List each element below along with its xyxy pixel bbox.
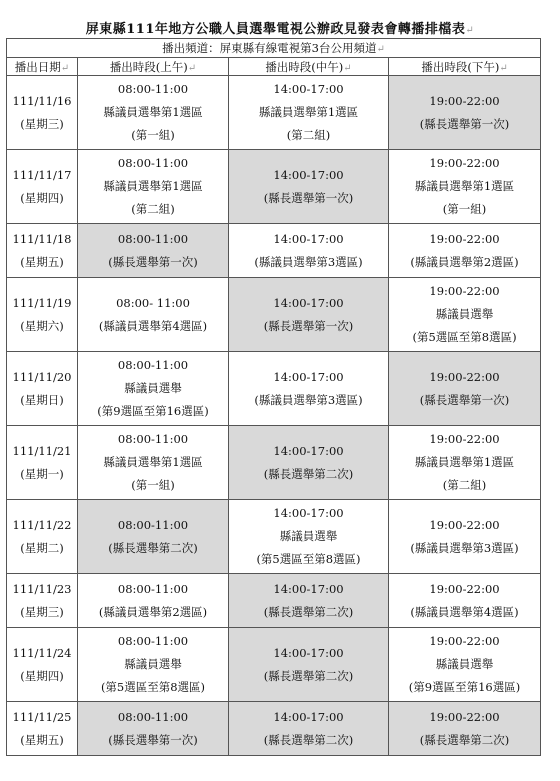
morning-slot-line: 08:00-11:00	[117, 634, 189, 648]
evening-slot-line: (第一組)	[442, 202, 487, 216]
weekday-text: (星期五)	[20, 254, 64, 269]
noon-slot-line: (縣長選舉第二次)	[263, 732, 354, 747]
weekday-text: (星期六)	[20, 318, 64, 333]
noon-slot-line: 縣議員選舉	[279, 529, 338, 543]
morning-slot-line: (縣長選舉第二次)	[108, 540, 198, 555]
morning-slot-line: (第一組)	[131, 128, 175, 142]
date-cell	[7, 500, 78, 574]
morning-slot-cell	[78, 574, 229, 628]
evening-slot-line: 19:00-22:00	[429, 517, 500, 532]
morning-slot-line: 08:00-11:00	[117, 231, 189, 246]
evening-slot-cell	[389, 224, 541, 278]
header-morning-label: 播出時段(上午)	[109, 59, 188, 74]
morning-slot-cell	[78, 628, 229, 702]
noon-slot-cell	[229, 574, 389, 628]
evening-slot-line: (縣議員選舉第4選區)	[410, 604, 519, 619]
evening-slot-cell	[389, 76, 541, 150]
noon-slot-cell	[229, 76, 389, 150]
page-title	[0, 18, 560, 37]
date-text: 111/11/16	[12, 93, 72, 108]
evening-slot-line: 19:00-22:00	[429, 432, 500, 446]
date-text: 111/11/23	[12, 581, 72, 596]
weekday-text: (星期四)	[20, 190, 64, 205]
noon-slot-line: (縣議員選舉第3選區)	[254, 254, 363, 269]
noon-slot-cell	[229, 426, 389, 500]
morning-slot-line: 08:00-11:00	[117, 517, 189, 532]
noon-slot-line: 14:00-17:00	[273, 295, 344, 310]
noon-slot-line: (縣長選舉第一次)	[263, 190, 354, 205]
paragraph-mark-icon: ↵	[343, 62, 352, 74]
morning-slot-cell	[78, 224, 229, 278]
noon-slot-line: 14:00-17:00	[273, 369, 344, 384]
noon-slot-cell	[229, 352, 389, 426]
evening-slot-line: (縣長選舉第一次)	[419, 116, 510, 131]
date-text: 111/11/22	[12, 517, 72, 532]
evening-slot-line: (縣議員選舉第2選區)	[410, 254, 519, 269]
morning-slot-cell	[78, 426, 229, 500]
evening-slot-cell	[389, 426, 541, 500]
evening-slot-line: 縣議員選舉	[435, 657, 494, 671]
morning-slot-line: 縣議員選舉第1選區	[103, 105, 203, 119]
noon-slot-cell	[229, 500, 389, 574]
evening-slot-line: 19:00-22:00	[429, 634, 500, 648]
header-date-label: 播出日期	[14, 59, 61, 74]
table-row	[7, 224, 541, 278]
evening-slot-line: (縣議員選舉第3選區)	[410, 540, 519, 555]
weekday-text: (星期日)	[20, 392, 64, 407]
noon-slot-line: 14:00-17:00	[273, 443, 344, 458]
table-row	[7, 500, 541, 574]
morning-slot-cell	[78, 278, 229, 352]
paragraph-mark-icon: ↵	[60, 62, 70, 74]
date-text: 111/11/20	[12, 369, 72, 384]
evening-slot-cell	[389, 702, 541, 756]
paragraph-mark-icon: ↵	[376, 44, 385, 55]
date-text: 111/11/17	[12, 167, 72, 182]
morning-slot-line: 08:00-11:00	[117, 358, 189, 372]
paragraph-mark-icon: ↵	[499, 62, 508, 74]
table-row	[7, 150, 541, 224]
morning-slot-line: (縣議員選舉第4選區)	[98, 318, 208, 333]
noon-slot-line: (第二組)	[286, 128, 331, 142]
weekday-text: (星期二)	[20, 540, 64, 555]
evening-slot-line: 19:00-22:00	[429, 284, 500, 298]
channel-cell	[7, 39, 541, 58]
evening-slot-line: (縣長選舉第二次)	[419, 732, 510, 747]
date-cell	[7, 150, 78, 224]
evening-slot-line: 19:00-22:00	[429, 581, 500, 596]
evening-slot-line: (第二組)	[442, 478, 487, 492]
noon-slot-line: 縣議員選舉第1選區	[258, 105, 359, 119]
noon-slot-line: 14:00-17:00	[273, 645, 344, 660]
evening-slot-cell	[389, 278, 541, 352]
table-row	[7, 352, 541, 426]
date-text: 111/11/19	[12, 295, 72, 310]
noon-slot-line: (縣長選舉第二次)	[263, 604, 354, 619]
evening-slot-cell	[389, 574, 541, 628]
evening-slot-line: 19:00-22:00	[429, 369, 500, 384]
evening-slot-line: 縣議員選舉第1選區	[414, 179, 515, 193]
noon-slot-line: 14:00-17:00	[273, 506, 344, 520]
morning-slot-cell	[78, 702, 229, 756]
evening-slot-line: (縣長選舉第一次)	[419, 392, 510, 407]
evening-slot-cell	[389, 150, 541, 224]
morning-slot-line: (縣長選舉第一次)	[108, 732, 198, 747]
weekday-text: (星期三)	[20, 116, 64, 131]
evening-slot-cell	[389, 500, 541, 574]
header-noon	[229, 58, 389, 76]
morning-slot-line: 縣議員選舉	[124, 657, 182, 671]
evening-slot-line: 19:00-22:00	[429, 93, 500, 108]
morning-slot-line: 08:00-11:00	[117, 581, 189, 596]
noon-slot-line: 14:00-17:00	[273, 231, 344, 246]
table-row	[7, 628, 541, 702]
morning-slot-line: (第二組)	[131, 202, 175, 216]
table-row	[7, 76, 541, 150]
date-cell	[7, 76, 78, 150]
evening-slot-line: 縣議員選舉第1選區	[414, 455, 515, 469]
morning-slot-line: 08:00-11:00	[117, 82, 189, 96]
weekday-text: (星期五)	[20, 732, 64, 747]
noon-slot-line: 14:00-17:00	[273, 581, 344, 596]
morning-slot-line: (縣議員選舉第2選區)	[98, 604, 208, 619]
morning-slot-cell	[78, 150, 229, 224]
date-cell	[7, 278, 78, 352]
morning-slot-cell	[78, 500, 229, 574]
table-row	[7, 574, 541, 628]
date-text: 111/11/24	[12, 645, 72, 660]
date-cell	[7, 224, 78, 278]
evening-slot-line: 縣議員選舉	[435, 307, 494, 321]
table-row	[7, 426, 541, 500]
date-cell	[7, 628, 78, 702]
morning-slot-line: 08:00- 11:00	[116, 295, 190, 310]
morning-slot-line: (第9選區至第16選區)	[97, 404, 209, 418]
noon-slot-cell	[229, 224, 389, 278]
evening-slot-line: 19:00-22:00	[429, 231, 500, 246]
noon-slot-cell	[229, 702, 389, 756]
header-row	[7, 58, 541, 76]
date-text: 111/11/25	[12, 709, 72, 724]
morning-slot-line: (縣長選舉第一次)	[108, 254, 198, 269]
weekday-text: (星期一)	[20, 466, 64, 481]
morning-slot-line: (第5選區至第8選區)	[100, 680, 206, 694]
noon-slot-line: 14:00-17:00	[273, 167, 344, 182]
noon-slot-line: (縣長選舉第二次)	[263, 668, 354, 683]
header-date	[7, 58, 78, 76]
evening-slot-line: (第9選區至第16選區)	[408, 680, 521, 694]
morning-slot-line: 縣議員選舉第1選區	[103, 455, 203, 469]
morning-slot-line: 縣議員選舉第1選區	[103, 179, 203, 193]
evening-slot-cell	[389, 352, 541, 426]
morning-slot-cell	[78, 352, 229, 426]
evening-slot-line: 19:00-22:00	[429, 156, 500, 170]
noon-slot-cell	[229, 278, 389, 352]
date-cell	[7, 702, 78, 756]
date-cell	[7, 426, 78, 500]
weekday-text: (星期四)	[20, 668, 64, 683]
noon-slot-line: 14:00-17:00	[273, 82, 344, 96]
paragraph-mark-icon: ↵	[465, 25, 475, 36]
evening-slot-cell	[389, 628, 541, 702]
noon-slot-line: 14:00-17:00	[273, 709, 344, 724]
table-row	[7, 702, 541, 756]
morning-slot-line: 08:00-11:00	[117, 156, 189, 170]
page-title-text: 屏東縣111年地方公職人員選舉電視公辦政見發表會轉播排檔表	[85, 22, 466, 37]
schedule-table	[6, 38, 541, 756]
paragraph-mark-icon: ↵	[187, 62, 197, 74]
header-evening-label: 播出時段(下午)	[421, 59, 500, 74]
header-noon-label: 播出時段(中午)	[265, 59, 344, 74]
channel-text: 播出頻道：屏東縣有線電視第3台公用頻道	[162, 41, 377, 55]
noon-slot-line: (縣長選舉第二次)	[263, 466, 354, 481]
morning-slot-line: 08:00-11:00	[117, 432, 189, 446]
noon-slot-cell	[229, 628, 389, 702]
header-morning	[78, 58, 229, 76]
noon-slot-cell	[229, 150, 389, 224]
noon-slot-line: (縣議員選舉第3選區)	[254, 392, 363, 407]
noon-slot-line: (縣長選舉第一次)	[263, 318, 354, 333]
morning-slot-cell	[78, 76, 229, 150]
weekday-text: (星期三)	[20, 604, 64, 619]
date-text: 111/11/21	[12, 443, 72, 458]
table-row	[7, 278, 541, 352]
date-cell	[7, 352, 78, 426]
morning-slot-line: 縣議員選舉	[124, 381, 182, 395]
noon-slot-line: (第5選區至第8選區)	[256, 552, 361, 566]
channel-row	[7, 39, 541, 58]
evening-slot-line: (第5選區至第8選區)	[412, 330, 517, 344]
morning-slot-line: (第一組)	[131, 478, 175, 492]
header-evening	[389, 58, 541, 76]
evening-slot-line: 19:00-22:00	[429, 709, 500, 724]
morning-slot-line: 08:00-11:00	[117, 709, 189, 724]
date-text: 111/11/18	[12, 231, 72, 246]
date-cell	[7, 574, 78, 628]
